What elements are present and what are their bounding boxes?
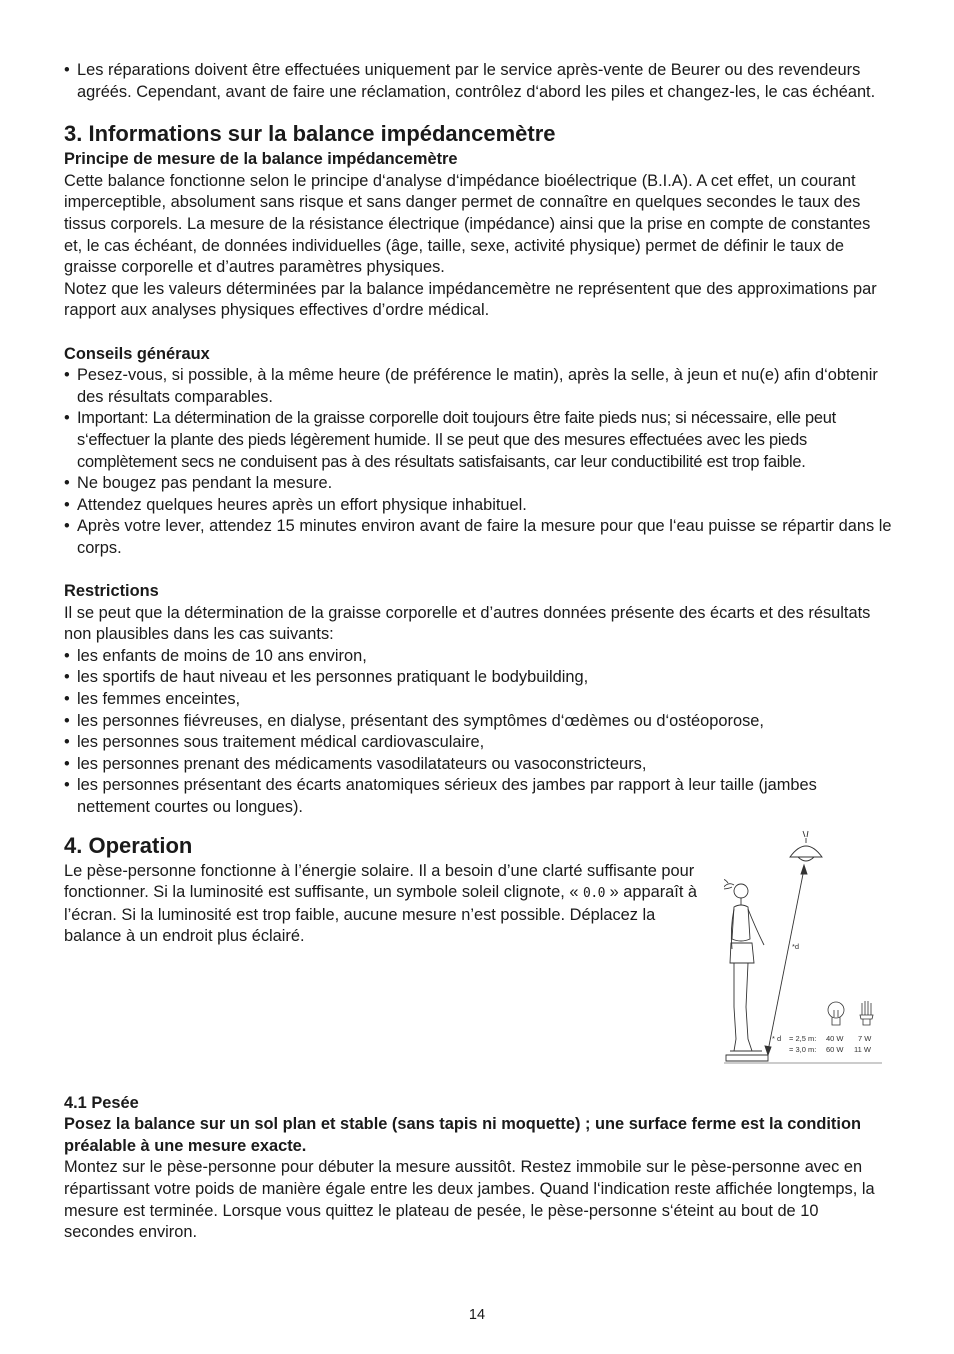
distance-label: *d: [792, 941, 800, 951]
list-item: • Ne bougez pas pendant la mesure.: [64, 473, 892, 495]
section-3-title: 3. Informations sur la balance impédancemètre: [64, 121, 556, 147]
list-item: • Important: La détermination de la graisse corporelle doit toujours être faite pieds nus; si nécessaire, elle peut s‘effectuer la plante des pieds légèrement humide. Il se peut que des mesures effectuées avec les pieds complètement secs ne conduisent pas à des résultats satisfaisants, car leur conductibilité est trop faible.: [64, 408, 892, 473]
page-content: [64, 60, 892, 1244]
person-figure: [724, 879, 768, 1061]
lamp-icon: [790, 831, 822, 861]
legend-watt-incandescent-2: 60 W: [826, 1044, 844, 1054]
legend-watt-saving-1: 7 W: [858, 1033, 872, 1043]
list-item: • Après votre lever, attendez 15 minutes environ avant de faire la mesure pour que l‘eau puisse se répartir dans le corps.: [64, 516, 892, 559]
section-4-title: 4. Operation: [64, 832, 193, 858]
operation-block: [64, 861, 892, 1093]
legend-watt-incandescent-1: 40 W: [826, 1033, 844, 1043]
weighing-heading: 4.1 Pesée: [64, 1093, 139, 1112]
list-item: • les sportifs de haut niveau et les personnes pratiquant le bodybuilding,: [64, 667, 892, 689]
advice-heading: Conseils généraux: [64, 344, 210, 363]
advice-list: [64, 365, 892, 559]
legend-distance-2: = 3,0 m:: [789, 1044, 817, 1054]
operation-paragraph: Le pèse-personne fonctionne à l’énergie solaire. Il a besoin d’une clarté suffisante pour fonctionner. Si la luminosité est suffisante, un symbole soleil clignote, « 0.0 » apparaît à l’écran. Si la luminosité est trop faible, aucune mesure n’est possible. Déplacez la balance à un endroit plus éclairé.: [64, 861, 698, 946]
intro-bullet-list: [64, 60, 892, 103]
page-number: 14: [468, 1307, 486, 1323]
restrictions-intro: Il se peut que la détermination de la graisse corporelle et d’autres données présente des écarts et des résultats non plausibles dans les cas suivants:: [64, 603, 871, 644]
list-item: • les enfants de moins de 10 ans environ,: [64, 646, 892, 668]
display-symbol: 0.0: [583, 886, 606, 902]
restrictions-list: [64, 646, 892, 819]
list-item: • les personnes prenant des médicaments vasodilatateurs ou vasoconstricteurs,: [64, 754, 892, 776]
energy-saving-bulb-icon: [860, 1001, 873, 1025]
list-item: • Les réparations doivent être effectuées uniquement par le service après-vente de Beurer ou des revendeurs agréés. Cependant, avant de faire une réclamation, contrôlez d‘abord les piles et changez-les, le cas échéant.: [64, 60, 892, 103]
principle-paragraph-1: Cette balance fonctionne selon le principe d‘analyse d‘impédance bioélectrique (B.I.A). A cet effet, un courant imperceptible, absolument sans risque et sans danger permet de connaître en quelques secondes le taux des tissus corporels. La mesure de la résistance électrique (impédance) ainsi que la prise en compte de constantes et, le cas échéant, de données individuelles (âge, taille, sexe, activité physique) permet de définir le taux de graisse corporelle et d’autres paramètres physiques.: [64, 171, 871, 277]
legend-distance-1: = 2,5 m:: [789, 1033, 817, 1043]
list-item: • les femmes enceintes,: [64, 689, 892, 711]
legend-label: * d: [772, 1033, 782, 1043]
solar-light-illustration: [724, 829, 882, 1069]
legend-watt-saving-2: 11 W: [854, 1044, 871, 1054]
light-bulb-icon: [828, 1002, 844, 1025]
weighing-bold-paragraph: Posez la balance sur un sol plan et stable (sans tapis ni moquette) ; une surface ferme est la condition préalable à une mesure exacte.: [64, 1115, 861, 1155]
list-item: • Attendez quelques heures après un effort physique inhabituel.: [64, 495, 892, 517]
list-item: • Pesez-vous, si possible, à la même heure (de préférence le matin), après la selle, à jeun et nu(e) afin d‘obtenir des résultats comparables.: [64, 365, 892, 408]
principle-heading: Principe de mesure de la balance impédancemètre: [64, 150, 458, 169]
list-item: • les personnes sous traitement médical cardiovasculaire,: [64, 732, 892, 754]
list-item: • les personnes fiévreuses, en dialyse, présentant des symptômes d‘œdèmes ou d‘ostéoporose,: [64, 711, 892, 733]
principle-paragraph-2: Notez que les valeurs déterminées par la balance impédancemètre ne représentent que des approximations par rapport aux analyses physiques effectives d’ordre médical.: [64, 279, 877, 320]
list-item: • les personnes présentant des écarts anatomiques sérieux des jambes par rapport à leur taille (jambes nettement courtes ou longues).: [64, 775, 892, 818]
weighing-paragraph: Montez sur le pèse-personne pour débuter la mesure aussitôt. Restez immobile sur le pèse-personne avec en répartissant votre poids de manière égale entre les deux jambes. Quand l‘indication reste affichée longtemps, la mesure est terminée. Lorsque vous quittez le plateau de pesée, le pèse-personne s‘éteint au bout de 10 secondes environ.: [64, 1158, 875, 1242]
restrictions-heading: Restrictions: [64, 582, 159, 601]
distance-arrow: [765, 865, 807, 1055]
